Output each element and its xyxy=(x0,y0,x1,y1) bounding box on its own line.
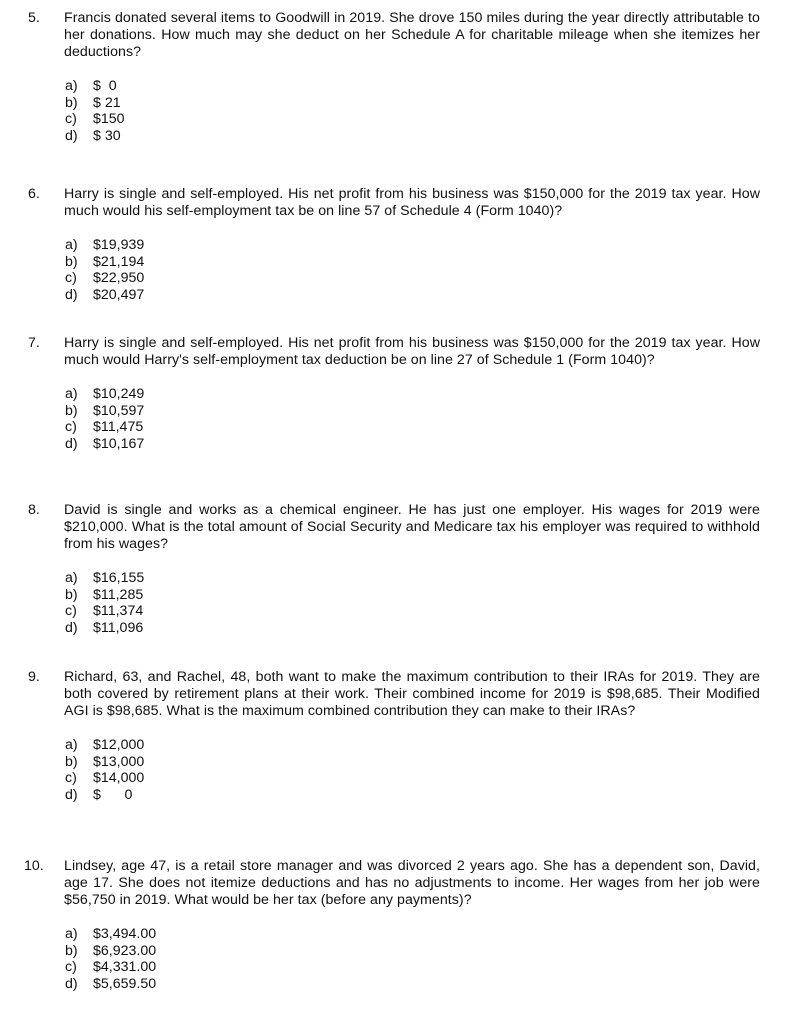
answer-option xyxy=(65,254,760,271)
option-letter: b) xyxy=(65,753,78,770)
question-8 xyxy=(24,502,760,636)
option-letter: a) xyxy=(65,78,78,94)
option-letter: c) xyxy=(65,419,77,435)
answer-option xyxy=(65,787,760,804)
option-letter: a) xyxy=(65,386,78,402)
option-letter: a) xyxy=(65,570,78,586)
option-letter: c) xyxy=(65,770,77,786)
answer-option xyxy=(65,603,760,620)
answer-options xyxy=(65,737,760,803)
option-value: $11,096 xyxy=(93,619,144,636)
option-letter: c) xyxy=(65,111,77,127)
question-number: 8. xyxy=(28,502,40,518)
option-value: $11,285 xyxy=(93,586,144,603)
option-letter: d) xyxy=(65,619,78,636)
option-letter: b) xyxy=(65,94,78,111)
option-value: $ 21 xyxy=(93,94,121,111)
option-letter: d) xyxy=(65,286,78,303)
answer-options xyxy=(65,386,760,452)
option-value: $10,597 xyxy=(93,402,145,419)
option-value: $11,475 xyxy=(93,419,144,435)
question-number: 6. xyxy=(28,186,40,202)
option-letter: d) xyxy=(65,435,78,452)
answer-option xyxy=(65,237,760,254)
answer-option xyxy=(65,737,760,754)
answer-option xyxy=(65,959,760,976)
answer-option xyxy=(65,78,760,95)
option-letter: c) xyxy=(65,959,77,975)
option-letter: a) xyxy=(65,737,78,753)
answer-option xyxy=(65,570,760,587)
answer-option xyxy=(65,128,760,145)
option-letter: c) xyxy=(65,270,77,286)
answer-option xyxy=(65,436,760,453)
option-value: $12,000 xyxy=(93,737,145,753)
question-10 xyxy=(24,858,760,992)
option-value: $10,167 xyxy=(93,435,145,452)
option-value: $4,331.00 xyxy=(93,959,157,975)
answer-options xyxy=(65,237,760,303)
option-letter: d) xyxy=(65,975,78,992)
option-letter: a) xyxy=(65,237,78,253)
answer-option xyxy=(65,111,760,128)
option-value: $14,000 xyxy=(93,770,145,786)
answer-option xyxy=(65,419,760,436)
question-number: 10. xyxy=(24,858,44,874)
answer-option xyxy=(65,926,760,943)
answer-option xyxy=(65,754,760,771)
option-value: $20,497 xyxy=(93,286,145,303)
question-text: David is single and works as a chemical engineer. He has just one employer. His wages for 2019 were $210,000. What is the total amount of Social Security and Medicare tax his employer was required to withhold from his wages? xyxy=(64,502,760,552)
answer-option xyxy=(65,386,760,403)
question-text: Francis donated several items to Goodwill in 2019. She drove 150 miles during the year directly attributable to her donations. How much may she deduct on her Schedule A for charitable mileage when she itemizes her deductions? xyxy=(64,10,760,60)
answer-option xyxy=(65,403,760,420)
question-number: 5. xyxy=(28,10,40,26)
question-7 xyxy=(24,335,760,452)
option-letter: b) xyxy=(65,942,78,959)
answer-options xyxy=(65,78,760,144)
question-text: Harry is single and self-employed. His net profit from his business was $150,000 for the 2019 tax year. How much would his self-employment tax be on line 57 of Schedule 4 (Form 1040)? xyxy=(64,186,760,219)
option-value: $5,659.50 xyxy=(93,975,157,992)
option-value: $19,939 xyxy=(93,237,145,253)
question-number: 9. xyxy=(28,669,40,685)
option-value: $16,155 xyxy=(93,570,145,586)
option-value: $21,194 xyxy=(93,253,145,270)
question-6 xyxy=(24,186,760,303)
option-value: $13,000 xyxy=(93,753,145,770)
question-text: Richard, 63, and Rachel, 48, both want to make the maximum contribution to their IRAs for 2019. They are both covered by retirement plans at their work. Their combined income for 2019 is $98,685. Their Modified AGI is $98,685. What is the maximum combined contribution they can make to their IRAs? xyxy=(64,669,760,719)
option-value: $ 0 xyxy=(93,786,133,803)
answer-option xyxy=(65,620,760,637)
answer-option xyxy=(65,943,760,960)
option-value: $11,374 xyxy=(93,603,144,619)
answer-option xyxy=(65,287,760,304)
option-letter: b) xyxy=(65,402,78,419)
question-text: Harry is single and self-employed. His net profit from his business was $150,000 for the 2019 tax year. How much would Harry's self-employment tax deduction be on line 27 of Schedule 1 (Form 1040)? xyxy=(64,335,760,368)
option-value: $ 30 xyxy=(93,127,121,144)
question-5 xyxy=(24,10,760,144)
question-text: Lindsey, age 47, is a retail store manager and was divorced 2 years ago. She has a dependent son, David, age 17. She does not itemize deductions and has no adjustments to income. Her wages from her job were $56,750 in 2019. What would be her tax (before any payments)? xyxy=(64,858,760,908)
answer-option xyxy=(65,770,760,787)
option-value: $150 xyxy=(93,111,125,127)
answer-option xyxy=(65,976,760,993)
option-value: $22,950 xyxy=(93,270,145,286)
answer-options xyxy=(65,570,760,636)
option-letter: b) xyxy=(65,586,78,603)
option-letter: c) xyxy=(65,603,77,619)
option-letter: b) xyxy=(65,253,78,270)
answer-option xyxy=(65,587,760,604)
option-letter: d) xyxy=(65,127,78,144)
option-value: $10,249 xyxy=(93,386,145,402)
answer-option xyxy=(65,270,760,287)
question-9 xyxy=(24,669,760,803)
option-letter: a) xyxy=(65,926,78,942)
option-value: $3,494.00 xyxy=(93,926,157,942)
question-number: 7. xyxy=(28,335,40,351)
answer-option xyxy=(65,95,760,112)
option-letter: d) xyxy=(65,786,78,803)
answer-options xyxy=(65,926,760,992)
option-value: $ 0 xyxy=(93,78,117,94)
option-value: $6,923.00 xyxy=(93,942,157,959)
